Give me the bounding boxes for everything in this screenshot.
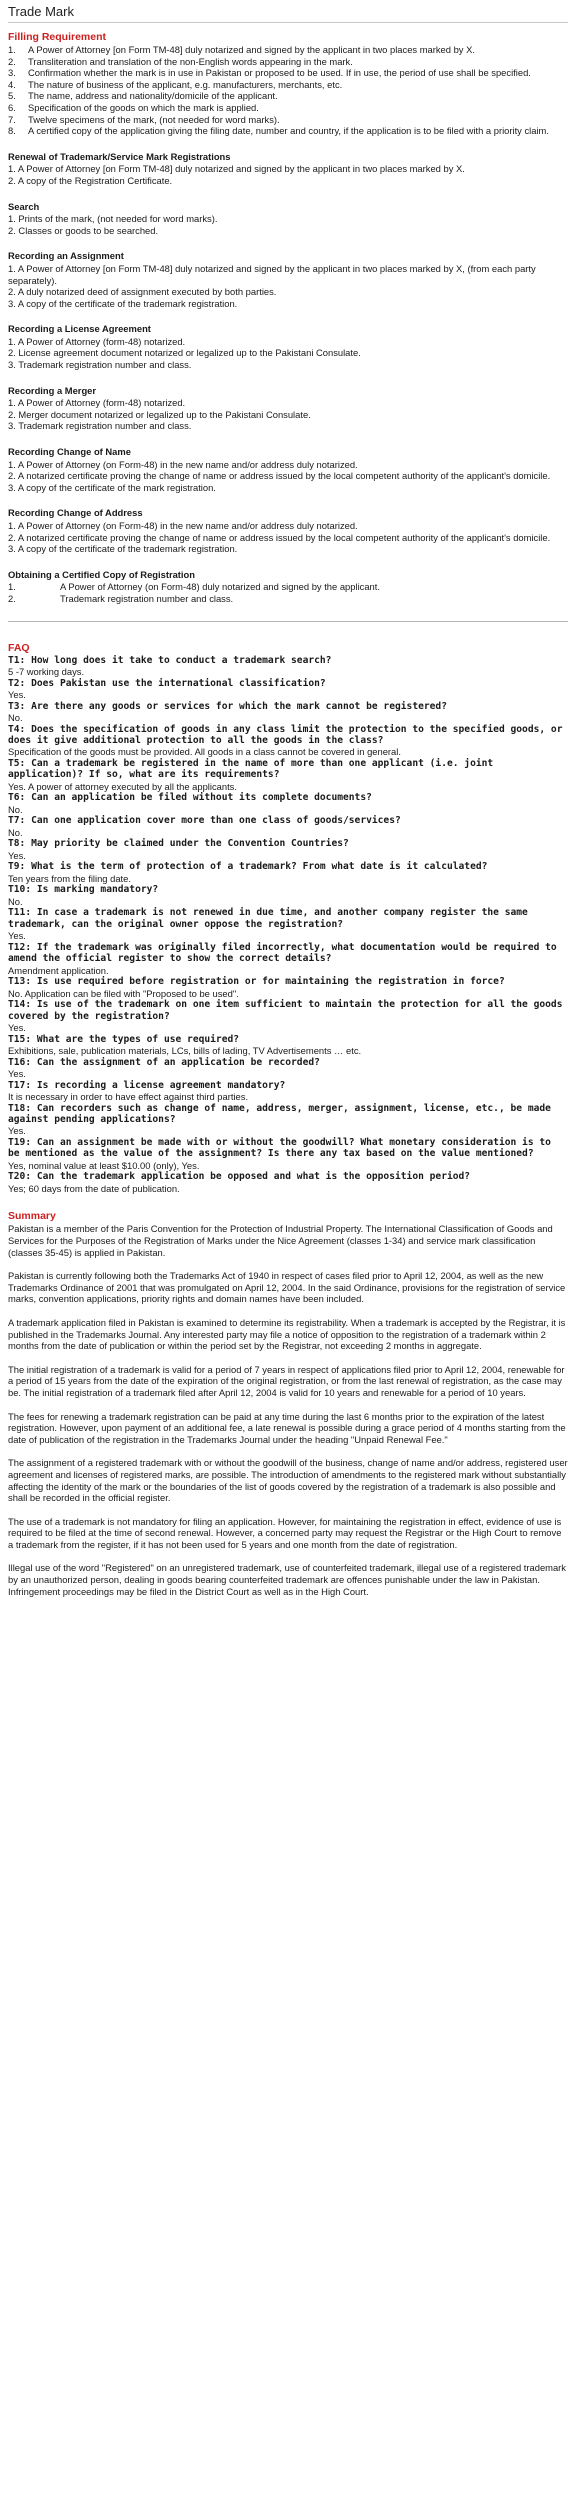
list-item [8,56,568,68]
certified-copy-list [8,581,568,604]
section-line: 1. A Power of Attorney [on Form TM-48] duly notarized and signed by the applicant in two places marked by X. [8,163,465,175]
list-item-number: 2. [8,55,16,67]
summary-paragraph: The initial registration of a trademark is valid for a period of 7 years in respect of applications filed prior to April 12, 2004, renewable for a period of 15 years from the date of the expiration of the original registration, or from the last renewal of registration, as the case may be. The initial registration of a trademark filed after April 12, 2004 is valid for 10 years and renewable for a period of 10 years. [8,1363,565,1398]
section-title: Recording a Merger [8,384,97,396]
section-title: Renewal of Trademark/Service Mark Registrations [8,150,231,162]
list-item-text: Twelve specimens of the mark, (not needed for word marks). [28,113,280,125]
faq-answer: It is necessary in order to have effect against third parties. [8,1091,249,1102]
section-title: Recording an Assignment [8,250,124,262]
list-item-number: 6. [8,101,16,113]
faq-answer: 5 -7 working days. [8,665,85,677]
faq-question: T17: Is recording a license agreement mandatory? [8,1079,286,1091]
list-item [8,125,568,137]
list-item [8,67,568,79]
list-item [8,581,568,593]
list-item-number: 2. [8,592,16,604]
faq-question: T14: Is use of the trademark on one item sufficient to maintain the protection for all the goods covered by the registration? [8,999,563,1022]
section-line: 2. A duly notarized deed of assignment executed by both parties. [8,286,277,298]
list-item-number: 1. [8,44,16,55]
summary-paragraph: A trademark application filed in Pakistan is examined to determine its registrability. When a trademark is accepted by the Registrar, it is published in the Trademarks Journal. Any interested party may file a notice of opposition to the registration of a trademark within 2 months from the date of publication or within the period set by the Registrar, not exceeding 2 months in aggregate. [8,1316,566,1352]
faq-answer: Ten years from the filing date. [8,872,131,884]
section-line: 2. License agreement document notarized or legalized up to the Pakistani Consulate. [8,347,361,359]
procedure-section [8,250,568,309]
list-item-text: Trademark registration number and class. [60,592,234,604]
procedure-section [8,151,568,187]
list-item [8,102,568,114]
certified-copy-title: Obtaining a Certified Copy of Registration [8,568,195,580]
list-item-text: Transliteration and translation of the non-English words appearing in the mark. [28,55,353,67]
faq-list [8,655,568,1195]
list-item-text: The nature of business of the applicant, e.g. manufacturers, merchants, etc. [28,78,343,90]
summary-paragraph: The fees for renewing a trademark registration can be paid at any time during the last 6 months prior to the expiration of the latest registration. However, upon payment of an additional fee, a late renewal is possible during a grace period of 4 months starting from the date of publication of the registration in the Trademarks Journal under the heading "Unpaid Renewal Fee." [8,1410,566,1445]
faq-question: T18: Can recorders such as change of name, address, merger, assignment, license, etc., be made against pending applications? [8,1102,551,1125]
faq-question: T2: Does Pakistan use the international classification? [8,677,326,689]
faq-question: T11: In case a trademark is not renewed in due time, and another company register the same trademark, can the original owner oppose the registration? [8,907,528,930]
list-item-text: A certified copy of the application giving the filing date, number and country, if the application is to be filed with a priority claim. [28,125,549,137]
section-title: Recording a License Agreement [8,323,151,335]
list-item-text: Specification of the goods on which the mark is applied. [28,101,259,113]
faq-question: T8: May priority be claimed under the Convention Countries? [8,838,349,850]
faq-question: T20: Can the trademark application be opposed and what is the opposition period? [8,1171,471,1183]
section-line: 3. Trademark registration number and class. [8,420,192,432]
list-item [8,593,568,605]
section-line: 3. A copy of the certificate of the trademark registration. [8,297,238,309]
faq-answer: No. [8,711,23,723]
list-item [8,44,568,56]
faq-answer: Yes. [8,930,26,942]
faq-question: T13: Is use required before registration or for maintaining the registration in force? [8,976,505,988]
faq-answer: Exhibitions, sale, publication materials, LCs, bills of lading, TV Advertisements … etc. [8,1045,362,1056]
list-item-number: 1. [8,581,16,593]
procedure-section [8,201,568,237]
section-line: 3. A copy of the certificate of the trademark registration. [8,543,238,555]
faq-question: T15: What are the types of use required? [8,1033,240,1045]
list-item-number: 8. [8,125,16,137]
section-line: 1. A Power of Attorney (form-48) notarized. [8,397,186,409]
faq-answer: Yes. [8,688,26,700]
section-title: Recording Change of Address [8,507,143,519]
faq-question: T4: Does the specification of goods in any class limit the protection to the specified goods, or does it give additional protection to all the goods in the class? [8,723,563,746]
faq-question: T7: Can one application cover more than one class of goods/services? [8,815,401,827]
section-line: 2. A notarized certificate proving the change of name or address issued by the local competent authority of the applicant's domicile. [8,531,551,543]
faq-question: T9: What is the term of protection of a trademark? From what date is it calculated? [8,861,488,873]
section-line: 1. A Power of Attorney (on Form-48) in the new name and/or address duly notarized. [8,458,358,470]
faq-answer: Yes. [8,1022,26,1033]
section-title: Search [8,200,40,212]
section-title: Recording Change of Name [8,446,131,458]
procedure-section [8,323,568,370]
list-item-text: A Power of Attorney (on Form-48) duly notarized and signed by the applicant. [60,581,380,593]
summary-paragraph: Illegal use of the word "Registered" on an unregistered trademark, use of counterfeited trademark, illegal use of a registered trademark by an unauthorized person, dealing in goods bearing counterfeited trademark are offences punishable under the law in Pakistan. Infringement proceedings may be filed in the District Court as well as in the High Court. [8,1562,566,1597]
faq-answer: No. Application can be filed with "Proposed to be used". [8,987,239,999]
list-item-text: The name, address and nationality/domicile of the applicant. [28,90,278,102]
summary-paragraph: Pakistan is currently following both the Trademarks Act of 1940 in respect of cases filed prior to April 12, 2004, as well as the new Trademarks Ordinance of 2001 that was promulgated on April 12, 2004. In the said Ordinance, provisions for the registration of service marks, convention applications, priority rights and domain names have been included. [8,1270,566,1305]
list-item-number: 5. [8,90,16,102]
section-line: 2. Classes or goods to be searched. [8,224,159,236]
list-item-number: 4. [8,78,16,90]
faq-heading: FAQ [8,641,30,654]
procedure-section [8,507,568,554]
list-item-text: A Power of Attorney [on Form TM-48] duly notarized and signed by the applicant in two places marked by X. [28,44,475,55]
list-item-number: 3. [8,67,16,79]
section-line: 3. A copy of the certificate of the mark registration. [8,481,216,493]
faq-answer: No. [8,895,23,907]
section-line: 1. A Power of Attorney (form-48) notarized. [8,335,186,347]
page-title: Trade Mark [8,4,568,23]
faq-question: T3: Are there any goods or services for which the mark cannot be registered? [8,700,447,712]
faq-answer: Yes. [8,849,26,861]
faq-question: T1: How long does it take to conduct a trademark search? [8,654,332,666]
faq-question: T16: Can the assignment of an application be recorded? [8,1056,320,1068]
list-item-number: 7. [8,113,16,125]
section-line: 3. Trademark registration number and class. [8,359,192,371]
filling-requirement-heading: Filling Requirement [8,31,107,43]
section-line: 2. Merger document notarized or legalized up to the Pakistani Consulate. [8,408,311,420]
faq-question: T19: Can an assignment be made with or without the goodwill? What monetary consideration is to be mentioned as the value of the assignment? Is there any tax based on the value mentioned? [8,1137,551,1160]
section-divider [8,621,568,622]
summary-paragraph: The use of a trademark is not mandatory for filing an application. However, for maintaining the registration in effect, evidence of use is required to be filed at the time of second renewal. However, a concerned party may request the Registrar or the High Court to remove a trademark from the register, if it has not been used for 5 years and one month from the date of registration. [8,1515,562,1550]
faq-answer: No. [8,826,23,838]
procedure-section [8,446,568,493]
faq-question: T5: Can a trademark be registered in the name of more than one applicant (i.e. joint application)? If so, what are its requirements? [8,757,494,781]
faq-answer: Specification of the goods must be provided. All goods in a class cannot be covered in general. [8,746,401,758]
procedure-section [8,385,568,432]
list-item [8,114,568,126]
faq-answer: Yes, nominal value at least $10.00 (only), Yes. [8,1159,200,1171]
summary-body [8,1223,568,1597]
filling-requirement-list [8,44,568,137]
faq-answer: Yes. [8,1068,26,1079]
summary-paragraph: Pakistan is a member of the Paris Convention for the Protection of Industrial Property. The International Classification of Goods and Services for the Purposes of the Registration of Marks under the Nice Agreement (classes 1-34) and service mark classification (classes 35-45) is applied in Pakistan. [8,1223,553,1258]
section-line: 2. A notarized certificate proving the change of name or address issued by the local competent authority of the applicant's domicile. [8,470,551,482]
list-item [8,90,568,102]
faq-question: T6: Can an application be filed without its complete documents? [8,792,372,804]
procedure-sections [8,151,568,555]
faq-question: T10: Is marking mandatory? [8,884,159,896]
section-line: 2. A copy of the Registration Certificate. [8,174,173,186]
faq-answer: Yes; 60 days from the date of publication. [8,1182,180,1194]
summary-paragraph: The assignment of a registered trademark with or without the goodwill of the business, change of name and/or address, registered user agreement and licenses of registered marks, are possible. The introduction of amendments to the registered mark without substantially affecting the identity of the mark or the boundaries of the list of goods covered by the registration of a trademark is also possible and shall be recorded in the official register. [8,1457,568,1504]
list-item-text: Confirmation whether the mark is in use in Pakistan or proposed to be used. If in use, the period of use shall be specified. [28,67,531,79]
list-item [8,79,568,91]
faq-question: T12: If the trademark was originally filed incorrectly, what documentation would be required to amend the official register to show the correct details? [8,941,557,965]
faq-answer: Yes. A power of attorney executed by all the applicants. [8,780,237,792]
section-line: 1. Prints of the mark, (not needed for word marks). [8,213,218,225]
faq-answer: Yes. [8,1125,26,1137]
section-line: 1. A Power of Attorney (on Form-48) in the new name and/or address duly notarized. [8,520,358,531]
section-line: 1. A Power of Attorney [on Form TM-48] duly notarized and signed by the applicant in two places marked by X, (from each party separately). [8,262,536,286]
faq-answer: No. [8,803,23,815]
faq-answer: Amendment application. [8,964,109,976]
summary-heading: Summary [8,1210,56,1223]
